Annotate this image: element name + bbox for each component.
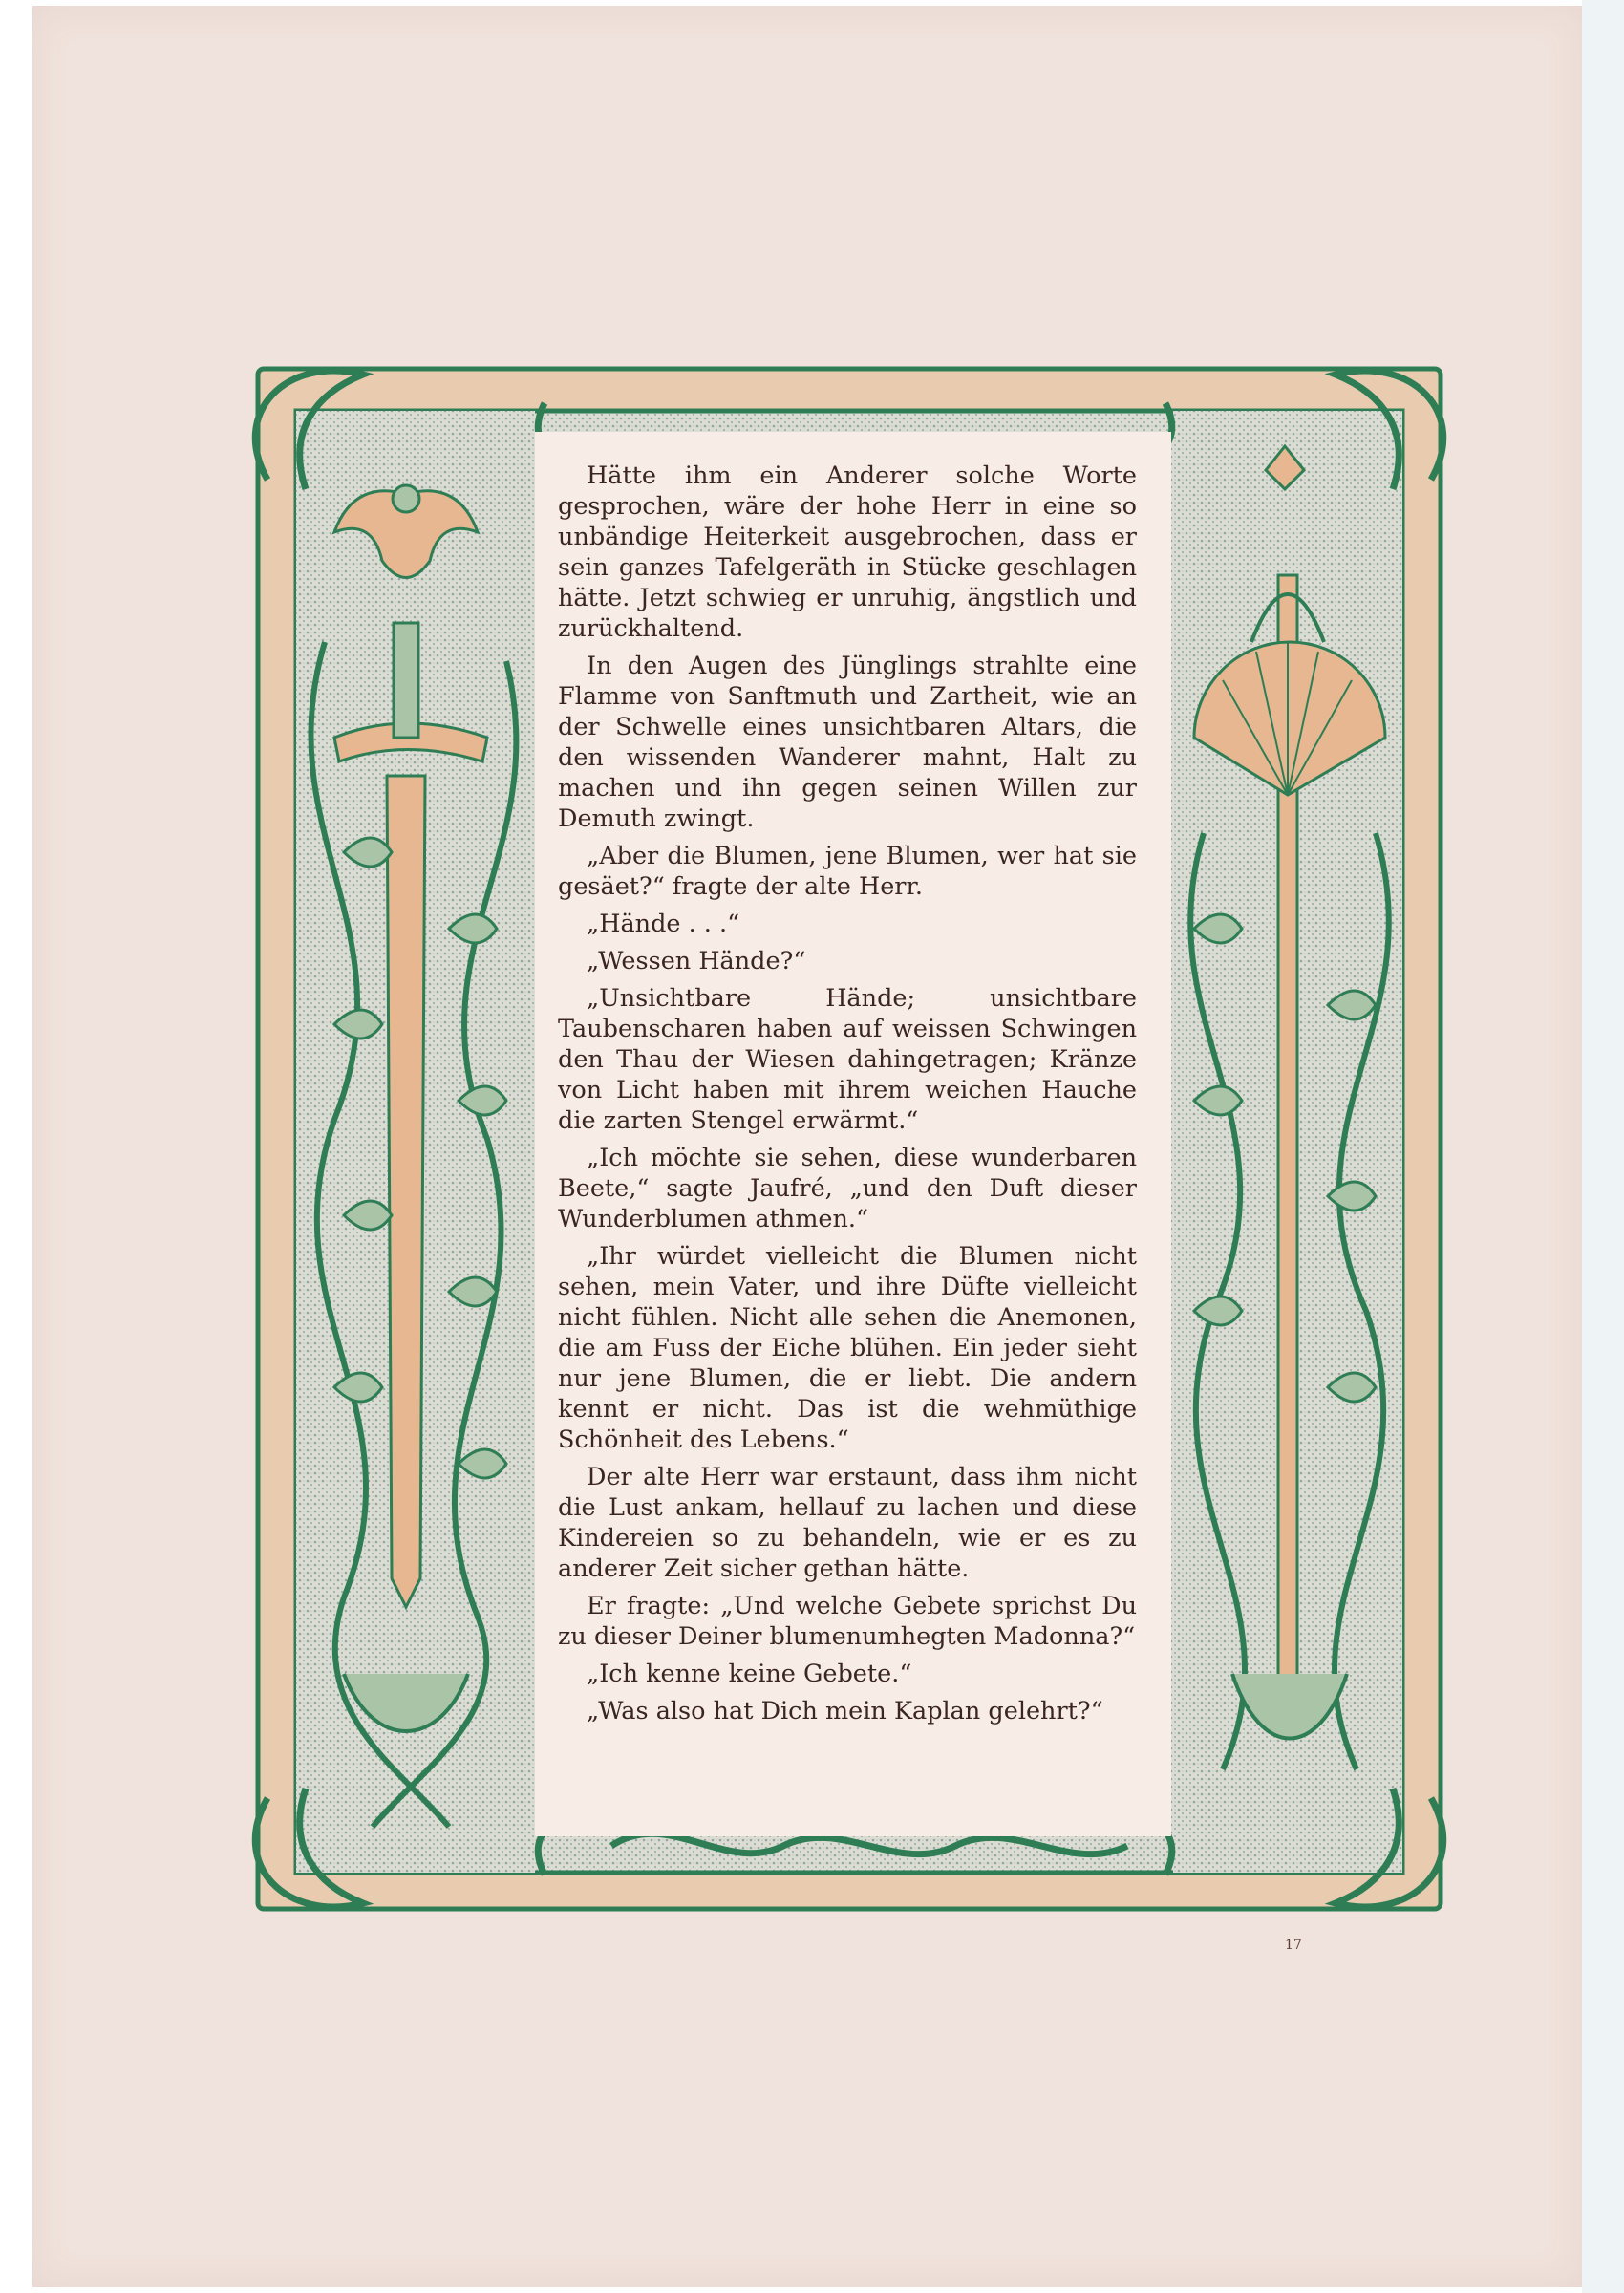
paragraph: Er fragte: „Und welche Gebete sprichst Du zu dieser Deiner blumenumhegten Madonna?“ xyxy=(558,1592,1137,1651)
story-text xyxy=(558,461,1137,1733)
paragraph: „Hände . . .“ xyxy=(587,910,740,938)
paragraph: „Unsichtbare Hände; unsichtbare Taubenscharen haben auf weissen Schwingen den Thau der Wiesen dahingetragen; Kränze von Licht haben mit ihrem weichen Hauche die zarten Stengel erwärmt.“ xyxy=(558,984,1137,1135)
paragraph: In den Augen des Jünglings strahlte eine Flamme von Sanftmuth und Zartheit, wie an der Schwelle eines unsichtbaren Altars, die den wissenden Wanderer mahnt, Halt zu machen und ihn gegen seinen Willen zur Demuth zwingt. xyxy=(558,652,1137,833)
paragraph: Der alte Herr war erstaunt, dass ihm nicht die Lust ankam, hellauf zu lachen und diese Kindereien so zu behandeln, wie er es zu anderer Zeit sicher gethan hätte. xyxy=(558,1463,1137,1583)
paragraph: „Ich kenne keine Gebete.“ xyxy=(587,1660,912,1688)
paragraph: „Was also hat Dich mein Kaplan gelehrt?“ xyxy=(587,1697,1103,1725)
scan-background-edge xyxy=(1582,0,1624,2293)
page-number: 17 xyxy=(1285,1938,1302,1953)
paragraph: „Ihr würdet vielleicht die Blumen nicht sehen, mein Vater, und ihre Düfte vielleicht nicht fühlen. Nicht alle sehen die Anemonen, die am Fuss der Eiche blühen. Ein jeder sieht nur jene Blumen, die er liebt. Die andern kennt er nicht. Das ist die wehmüthige Schönheit des Lebens.“ xyxy=(558,1242,1137,1454)
left-ornament-panel xyxy=(296,411,535,1873)
paragraph: „Wessen Hände?“ xyxy=(587,947,806,975)
sword-icon xyxy=(387,776,425,1607)
right-ornament-panel xyxy=(1173,411,1402,1873)
paragraph: „Aber die Blumen, jene Blumen, wer hat sie gesäet?“ fragte der alte Herr. xyxy=(558,842,1137,901)
paragraph: Hätte ihm ein Anderer solche Worte gesprochen, wäre der hohe Herr in eine so unbändige Heiterkeit ausgebrochen, dass er sein ganzes Tafelgeräth in Stücke geschlagen hätte. Jetzt schwieg er unruhig, ängstlich und zurückhaltend. xyxy=(558,461,1137,643)
paragraph: „Ich möchte sie sehen, diese wunderbaren Beete,“ sagte Jaufré, „und den Duft dieser Wunderblumen athmen.“ xyxy=(558,1144,1137,1233)
